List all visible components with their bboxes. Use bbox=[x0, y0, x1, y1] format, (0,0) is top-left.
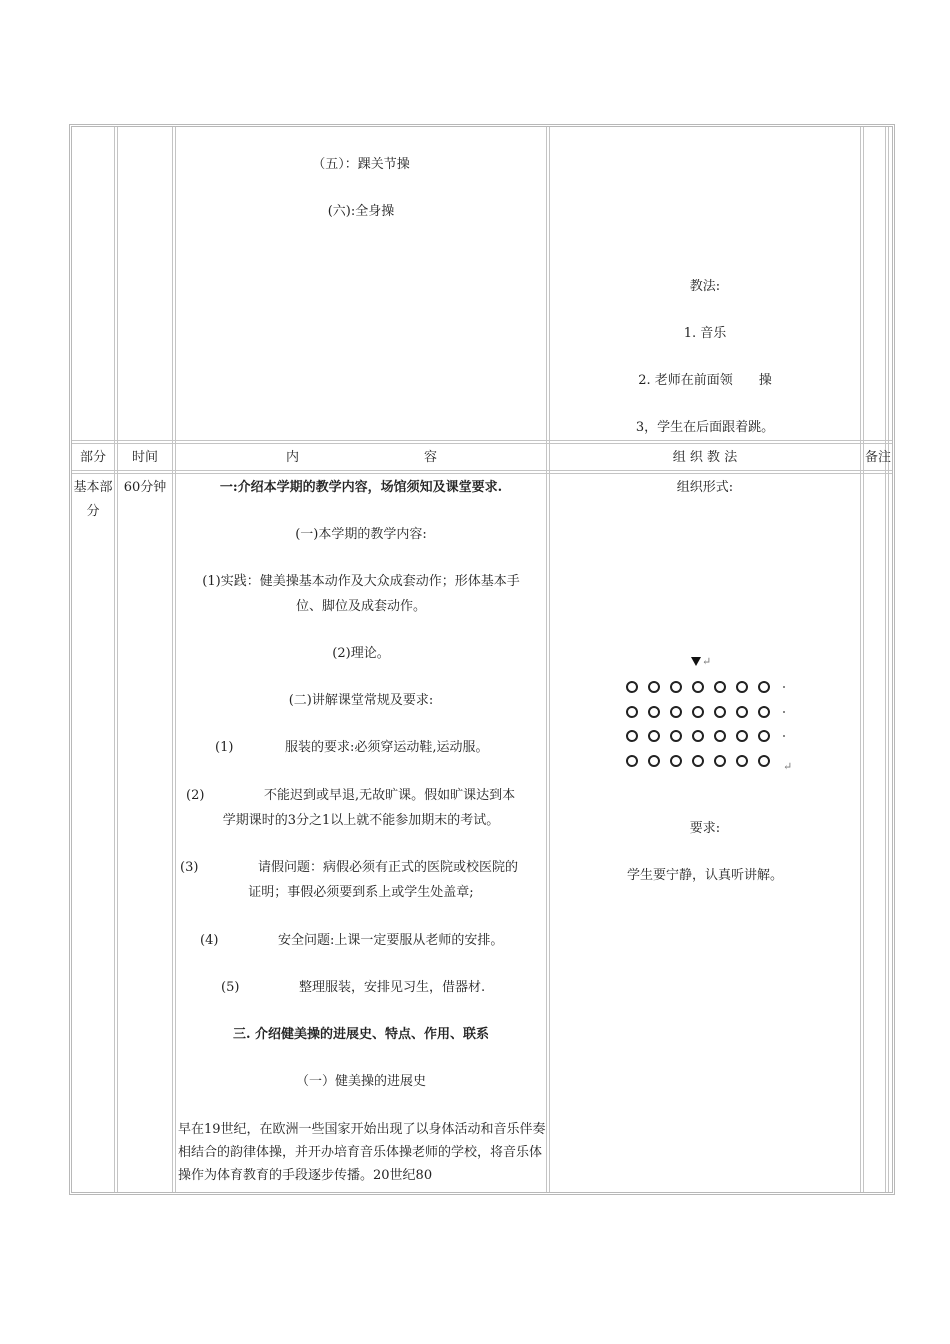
item-2: (2)理论。 bbox=[332, 646, 390, 661]
part-label-line-2: 分 bbox=[86, 504, 100, 519]
student-position-icon bbox=[648, 755, 660, 767]
column-divider bbox=[885, 127, 889, 1192]
student-position-icon bbox=[714, 706, 726, 718]
student-position-icon bbox=[648, 681, 660, 693]
rule-3-text: 请假问题：病假必须有正式的医院或校医院的 bbox=[258, 860, 519, 875]
top-content-line-2: (六):全身操 bbox=[327, 204, 395, 219]
rule-2-line-2: 学期课时的3分之1以上就不能参加期末的考试。 bbox=[222, 813, 500, 828]
student-position-icon bbox=[692, 706, 704, 718]
student-position-icon bbox=[692, 681, 704, 693]
student-position-icon bbox=[648, 706, 660, 718]
rule-3-number: (3) bbox=[180, 860, 199, 875]
section-1-title: 一:介绍本学期的教学内容，场馆须知及课堂要求. bbox=[219, 480, 503, 495]
student-position-icon bbox=[736, 681, 748, 693]
header-time: 时间 bbox=[131, 450, 158, 465]
header-content-left: 内 bbox=[286, 450, 300, 465]
item-1-line-2: 位、脚位及成套动作。 bbox=[295, 599, 426, 614]
header-remarks: 备注 bbox=[865, 450, 892, 465]
requirement-text: 学生要宁静，认真听讲解。 bbox=[626, 868, 783, 883]
part-label-line-1: 基本部 bbox=[73, 480, 113, 495]
rule-1-text: 服装的要求:必须穿运动鞋,运动服。 bbox=[285, 740, 489, 755]
row-end-mark bbox=[783, 686, 785, 688]
student-position-icon bbox=[736, 730, 748, 742]
column-divider bbox=[114, 127, 118, 1192]
requirement-label: 要求: bbox=[689, 821, 721, 836]
student-position-icon bbox=[758, 681, 770, 693]
top-content-line-1: （五）：踝关节操 bbox=[312, 157, 410, 172]
rule-5-text: 整理服装，安排见习生，借器材. bbox=[299, 980, 486, 995]
student-position-icon bbox=[670, 706, 682, 718]
rule-4-number: (4) bbox=[200, 933, 219, 948]
rule-2-text: 不能迟到或早退,无故旷课。假如旷课达到本 bbox=[264, 788, 516, 803]
student-position-icon bbox=[714, 755, 726, 767]
rule-4-text: 安全问题:上课一定要服从老师的安排。 bbox=[278, 933, 504, 948]
method-title: 教法: bbox=[689, 279, 721, 294]
paragraph-mark-icon: ↵ bbox=[702, 655, 712, 668]
item-1-line-1: (1)实践：健美操基本动作及大众成套动作；形体基本手 bbox=[202, 574, 520, 589]
row-divider bbox=[72, 470, 892, 474]
student-position-icon bbox=[758, 706, 770, 718]
rule-2-number: (2) bbox=[186, 788, 205, 803]
row-end-mark bbox=[783, 711, 785, 713]
student-position-icon bbox=[692, 755, 704, 767]
history-paragraph: 早在19世纪，在欧洲一些国家开始出现了以身体活动和音乐伴奏相结合的韵律体操，并开办培育音乐体操老师的学校，将音乐体操作为体育教育的手段逐步传播。20世纪80 bbox=[178, 1122, 546, 1183]
paragraph-mark-icon: ↵ bbox=[783, 759, 793, 773]
lesson-plan-table bbox=[69, 124, 895, 1195]
student-position-icon bbox=[758, 730, 770, 742]
student-position-icon bbox=[692, 730, 704, 742]
method-item-2: 2. 老师在前面领 操 bbox=[638, 373, 772, 388]
student-position-icon bbox=[626, 681, 638, 693]
student-position-icon bbox=[714, 730, 726, 742]
organization-form-label: 组织形式: bbox=[676, 480, 734, 495]
section-3-title: 三. 介绍健美操的进展史、特点、作用、联系 bbox=[232, 1027, 490, 1042]
row-end-mark bbox=[783, 735, 785, 737]
subsection-3: （一）健美操的进展史 bbox=[295, 1074, 426, 1089]
row-divider bbox=[72, 440, 892, 444]
student-position-icon bbox=[626, 755, 638, 767]
student-position-icon bbox=[670, 730, 682, 742]
column-divider bbox=[860, 127, 864, 1192]
teacher-position-icon bbox=[691, 657, 701, 666]
student-position-icon bbox=[626, 706, 638, 718]
student-position-icon bbox=[670, 755, 682, 767]
header-content-right: 容 bbox=[424, 450, 438, 465]
formation-diagram bbox=[612, 651, 792, 777]
subsection-1: (一)本学期的教学内容: bbox=[295, 527, 427, 542]
student-position-icon bbox=[758, 755, 770, 767]
method-item-3: 3，学生在后面跟着跳。 bbox=[635, 420, 775, 435]
student-position-icon bbox=[714, 681, 726, 693]
rule-5-number: (5) bbox=[221, 980, 240, 995]
rule-3-line-2: 证明；事假必须要到系上或学生处盖章; bbox=[248, 885, 474, 900]
header-method: 组 织 教 法 bbox=[672, 450, 738, 465]
student-position-icon bbox=[626, 730, 638, 742]
subsection-2: (二)讲解课堂常规及要求: bbox=[288, 693, 434, 708]
time-label: 60分钟 bbox=[123, 480, 167, 495]
student-position-icon bbox=[670, 681, 682, 693]
student-position-icon bbox=[736, 706, 748, 718]
student-position-icon bbox=[736, 755, 748, 767]
method-item-1: 1. 音乐 bbox=[683, 326, 727, 341]
student-position-icon bbox=[648, 730, 660, 742]
rule-1-number: (1) bbox=[215, 740, 234, 755]
header-part: 部分 bbox=[79, 450, 106, 465]
